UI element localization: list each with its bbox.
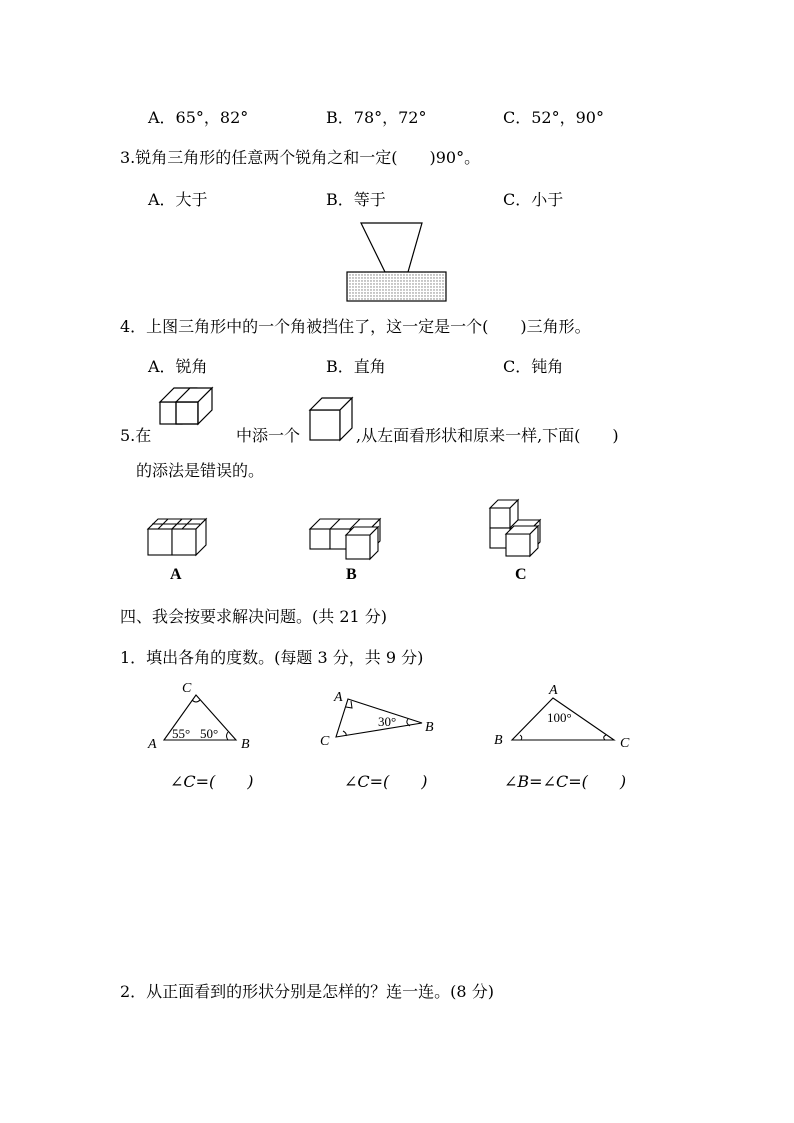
cover-board (347, 272, 446, 301)
choice-a-label: A (170, 566, 182, 583)
hidden-triangle-figure (340, 220, 455, 305)
triangle-1-vertex-b: B (241, 737, 250, 752)
triangle-2-answer[interactable]: ∠C=( ) (344, 772, 428, 791)
triangle-3-answer[interactable]: ∠B=∠C=( ) (504, 772, 627, 791)
q5-text-end: ,从左面看形状和原来一样,下面( ) (356, 426, 619, 445)
q5-text-middle: 中添一个 (236, 426, 301, 445)
triangle-1-angle-b: 50° (200, 726, 219, 741)
triangle-1-answer[interactable]: ∠C=( ) (170, 772, 254, 791)
q2-option-b: B．78°，72° (326, 108, 427, 127)
q2-option-a: A．65°，82° (148, 108, 249, 127)
triangle-3-figure (490, 680, 640, 755)
triangle-1-vertex-a: A (148, 737, 157, 752)
q4-text: 4．上图三角形中的一个角被挡住了，这一定是一个( )三角形。 (120, 317, 591, 336)
triangle-1-figure (140, 678, 265, 758)
q3-option-b: B．等于 (326, 190, 386, 209)
q5-text-start: 5.在 (120, 426, 152, 445)
q4-option-a: A．锐角 (148, 357, 208, 376)
section4-q1-title: 1．填出各角的度数。(每题 3 分，共 9 分) (120, 648, 424, 667)
triangle-1-angle-a: 55° (172, 726, 191, 741)
triangle-2-figure (316, 685, 441, 750)
cube-choice-c (486, 498, 546, 560)
triangle-2-angle-b: 30° (378, 714, 397, 729)
q3-option-c: C．小于 (503, 190, 564, 209)
single-cube-figure (306, 396, 358, 444)
triangle-3-vertex-c: C (620, 736, 630, 751)
choice-c-label: C (515, 566, 527, 583)
q4-option-c: C．钝角 (503, 357, 564, 376)
triangle-1-vertex-c: C (182, 681, 192, 696)
q4-option-b: B．直角 (326, 357, 386, 376)
triangle-3-vertex-a: A (549, 683, 558, 698)
q5-text-line2: 的添法是错误的。 (136, 461, 265, 480)
triangle-2-vertex-c: C (320, 734, 330, 749)
triangle-2-vertex-b: B (425, 720, 434, 735)
triangle-3-angle-a: 100° (547, 710, 572, 725)
cube-choice-a (144, 515, 210, 559)
section4-q2-title: 2．从正面看到的形状分别是怎样的？连一连。(8 分) (120, 982, 494, 1001)
triangle-shape (361, 223, 422, 272)
triangle-2-vertex-a: A (334, 690, 343, 705)
cube-choice-b (308, 515, 388, 559)
triangle-3-vertex-b: B (494, 733, 503, 748)
original-cubes-figure (156, 386, 232, 442)
section4-heading: 四、我会按要求解决问题。(共 21 分) (120, 607, 388, 626)
choice-b-label: B (346, 566, 357, 583)
q3-option-a: A．大于 (148, 190, 208, 209)
q2-option-c: C．52°，90° (503, 108, 604, 127)
q3-text: 3.锐角三角形的任意两个锐角之和一定( )90°。 (120, 148, 481, 167)
